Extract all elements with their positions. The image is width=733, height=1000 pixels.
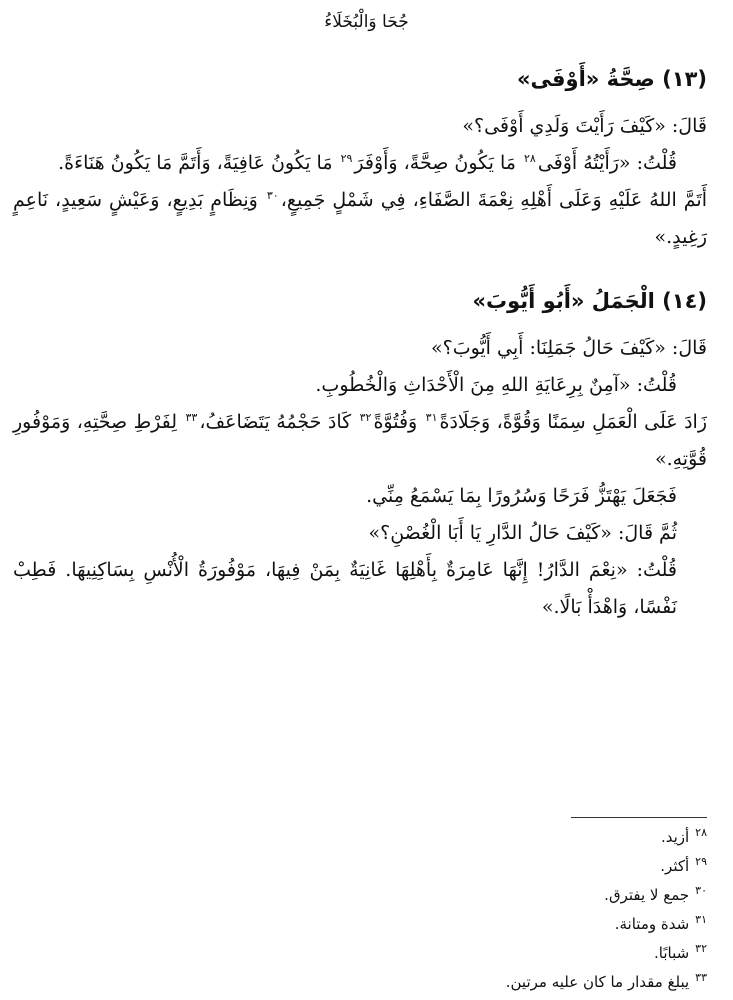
- footnote-divider: [571, 817, 707, 818]
- footnote-number: ٢٨: [695, 826, 707, 839]
- paragraph: [13, 404, 707, 478]
- footnote-number: ٣٣: [695, 971, 707, 984]
- paragraph-text: مَا يَكُونُ عَافِيَةً، وَأَتَمَّ مَا يَكُونُ هَنَاءَةً.: [58, 152, 339, 174]
- paragraph: [13, 108, 707, 145]
- paragraph-text: وَفُتُوَّةً: [373, 411, 424, 433]
- paragraph-text: زَادَ عَلَى الْعَمَلِ سِمَنًا وَقُوَّةً، وَجَلَادَةً: [439, 411, 707, 433]
- footnote: [307, 823, 707, 852]
- footnote-text: شدة ومتانة.: [614, 915, 690, 933]
- footnote: [307, 910, 707, 939]
- paragraph-text: قَالَ: «كَيْفَ رَأَيْتَ وَلَدِي أَوْفَى؟»: [462, 115, 707, 137]
- footnote-ref[interactable]: ٣١: [425, 410, 438, 424]
- footnote-ref[interactable]: ٢٨: [524, 151, 536, 165]
- paragraph-text: قُلْتُ: «رَأَيْتُهُ أَوْفَى: [537, 152, 677, 174]
- paragraph-text: كَادَ حَجْمُهُ يَتَضَاعَفُ،: [199, 411, 358, 433]
- footnote-text: أزيد.: [660, 828, 690, 846]
- footnote-ref[interactable]: ٣٠: [266, 188, 279, 202]
- running-head: جُحَا وَالْبُخَلَاءُ: [324, 12, 409, 32]
- footnote: [307, 881, 707, 910]
- paragraph: [13, 478, 707, 515]
- footnote-ref[interactable]: ٣٣: [185, 410, 198, 424]
- section-heading: (١٣) صِحَّةُ «أَوْفَى»: [516, 67, 707, 91]
- footnote-number: ٣١: [695, 913, 707, 926]
- footnote-number: ٣٠: [695, 884, 707, 897]
- paragraph-text: فَجَعَلَ يَهْتَزُّ فَرَحًا وَسُرُورًا بِمَا يَسْمَعُ مِنِّي.: [366, 485, 677, 507]
- footnote-ref[interactable]: ٢٩: [340, 151, 353, 165]
- section-13: [13, 64, 707, 256]
- paragraph: [13, 145, 707, 182]
- footnote-text: يبلغ مقدار ما كان عليه مرتين.: [505, 973, 690, 991]
- footnote: [307, 968, 707, 997]
- paragraph: [13, 552, 707, 626]
- footnote: [307, 852, 707, 881]
- footnote-text: أكثر.: [660, 857, 690, 875]
- section-heading: (١٤) الْجَمَلُ «أَبُو أَيُّوبَ»: [472, 289, 707, 313]
- footnote-text: شبابًا.: [653, 944, 690, 962]
- paragraph: [13, 515, 707, 552]
- paragraph-text: ثُمَّ قَالَ: «كَيْفَ حَالُ الدَّارِ يَا أَبَا الْغُصْنِ؟»: [368, 522, 677, 544]
- paragraph-text: لِفَرْطِ صِحَّتِهِ، وَمَوْفُورِ قُوَّتِهِ.»: [13, 411, 707, 470]
- paragraph: [13, 330, 707, 367]
- section-14: [13, 286, 707, 626]
- paragraph-text: مَا يَكُونُ صِحَّةً، وَأَوْفَرَ: [354, 152, 522, 174]
- footnote: [307, 939, 707, 968]
- footnote-number: ٢٩: [695, 855, 707, 868]
- paragraph-text: وَنِظَامٍ بَدِيعٍ، وَعَيْشٍ سَعِيدٍ، نَاعِمٍ رَغِيدٍ.»: [13, 189, 707, 248]
- paragraph: [13, 182, 707, 256]
- paragraph-text: قَالَ: «كَيْفَ حَالُ جَمَلِنَا: أَبِي أَيُّوبَ؟»: [430, 337, 707, 359]
- paragraph-text: أَتَمَّ اللهُ عَلَيْهِ وَعَلَى أَهْلِهِ نِعْمَةَ الصَّفَاءِ، فِي شَمْلٍ جَمِيعٍ،: [280, 189, 708, 211]
- paragraph-text: قُلْتُ: «آمِنٌ بِرِعَايَةِ اللهِ مِنَ الْأَحْدَاثِ وَالْخُطُوبِ.: [315, 374, 677, 396]
- footnote-ref[interactable]: ٣٢: [359, 410, 372, 424]
- footnotes: [307, 823, 707, 997]
- footnote-number: ٣٢: [695, 942, 707, 955]
- paragraph-text: قُلْتُ: «نِعْمَ الدَّارُ! إِنَّهَا عَامِرَةٌ بِأَهْلِهَا غَانِيَةٌ بِمَنْ فِيهَا، مَوْفُورَةُ الْأُنْسِ بِسَاكِنِيهَا. فَطِبْ نَفْسًا، وَاهْدَأْ بَالًا.»: [13, 559, 677, 618]
- paragraph: [13, 367, 707, 404]
- footnote-text: جمع لا يفترق.: [604, 886, 690, 904]
